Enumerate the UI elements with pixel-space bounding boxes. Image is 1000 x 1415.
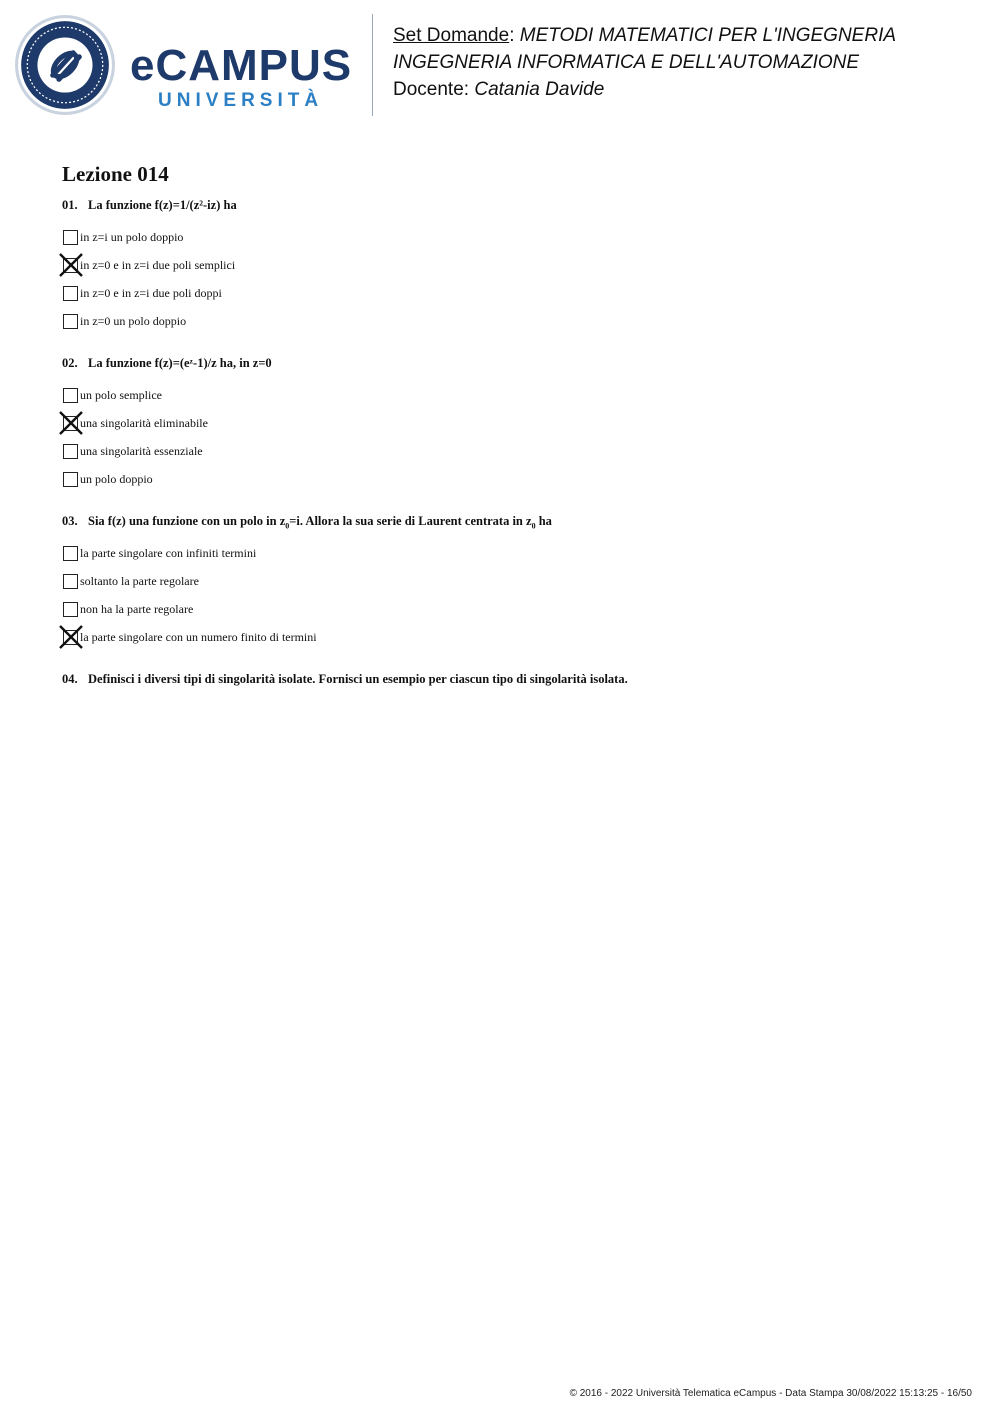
question-text-part: Sia f(z) una funzione con un polo in z xyxy=(88,514,286,528)
option-row[interactable] xyxy=(62,601,962,629)
option-text: in z=0 e in z=i due poli doppi xyxy=(80,286,222,300)
question-3 xyxy=(62,512,962,532)
option-row[interactable] xyxy=(62,229,962,257)
question-number: 04. xyxy=(62,672,78,686)
option-text: in z=0 un polo doppio xyxy=(80,314,187,328)
subscript: 0 xyxy=(531,521,536,531)
course-line-2: INGEGNERIA INFORMATICA E DELL'AUTOMAZIONE xyxy=(393,52,860,73)
question-text: La funzione f(z)=(eᶻ-1)/z ha, in z=0 xyxy=(88,356,272,370)
checkbox[interactable] xyxy=(63,286,78,301)
question-number: 01. xyxy=(62,198,78,212)
checkbox[interactable] xyxy=(63,546,78,561)
option-row[interactable] xyxy=(62,285,962,313)
logo-main-text: eCAMPUS xyxy=(130,41,353,90)
teacher-name: Catania Davide xyxy=(474,79,605,100)
question-text: Definisci i diversi tipi di singolarità isolate. Fornisci un esempio per ciascun tipo di singolarità isolata. xyxy=(88,672,628,686)
checkbox[interactable] xyxy=(63,574,78,589)
option-text: in z=i un polo doppio xyxy=(80,230,184,244)
option-row[interactable] xyxy=(62,545,962,573)
logo-sub-text: UNIVERSITÀ xyxy=(158,90,324,111)
question-text-part: =i. Allora la sua serie di Laurent centrata in z xyxy=(289,514,532,528)
checkbox[interactable] xyxy=(63,472,78,487)
set-label: Set Domande xyxy=(393,25,510,46)
option-text: soltanto la parte regolare xyxy=(80,574,199,588)
teacher-line: Docente: Catania Davide xyxy=(393,79,605,100)
page-footer: © 2016 - 2022 Università Telematica eCampus - Data Stampa 30/08/2022 15:13:25 - 16/50 xyxy=(569,1388,972,1399)
checkbox[interactable] xyxy=(63,388,78,403)
checkbox[interactable] xyxy=(63,230,78,245)
header-divider xyxy=(372,14,373,116)
header-info xyxy=(393,22,896,103)
option-row[interactable] xyxy=(62,313,962,341)
course-name: METODI MATEMATICI PER L'INGEGNERIA xyxy=(519,25,897,46)
subscript: 0 xyxy=(285,521,290,531)
option-text: in z=0 e in z=i due poli semplici xyxy=(80,258,236,272)
option-row[interactable] xyxy=(62,257,962,285)
option-row[interactable] xyxy=(62,629,962,657)
lesson-title: Lezione 014 xyxy=(62,162,169,186)
teacher-label: Docente xyxy=(393,79,464,100)
option-row[interactable] xyxy=(62,471,962,499)
question-1 xyxy=(62,196,962,216)
course-line-1: Set Domande: METODI MATEMATICI PER L'INGEGNERIA xyxy=(393,25,897,46)
ecampus-wordmark xyxy=(130,41,353,112)
option-text: la parte singolare con un numero finito di termini xyxy=(80,630,317,644)
option-text: una singolarità essenziale xyxy=(80,444,203,458)
question-text: La funzione f(z)=1/(z²-iz) ha xyxy=(88,198,237,212)
option-row[interactable] xyxy=(62,573,962,601)
option-text: non ha la parte regolare xyxy=(80,602,194,616)
question-number: 02. xyxy=(62,356,78,370)
checkbox[interactable] xyxy=(63,602,78,617)
option-text: un polo semplice xyxy=(80,388,162,402)
checkbox[interactable] xyxy=(63,444,78,459)
option-row[interactable] xyxy=(62,443,962,471)
option-text: la parte singolare con infiniti termini xyxy=(80,546,257,560)
question-number: 03. xyxy=(62,514,78,528)
option-row[interactable] xyxy=(62,415,962,443)
question-text-part: ha xyxy=(535,514,552,528)
ecampus-seal-logo xyxy=(14,14,116,116)
option-row[interactable] xyxy=(62,387,962,415)
option-text: una singolarità eliminabile xyxy=(80,416,208,430)
checkbox[interactable] xyxy=(63,314,78,329)
question-2 xyxy=(62,354,962,374)
option-text: un polo doppio xyxy=(80,472,153,486)
question-4 xyxy=(62,670,962,690)
question-list xyxy=(62,196,962,690)
page-header xyxy=(0,0,1000,130)
